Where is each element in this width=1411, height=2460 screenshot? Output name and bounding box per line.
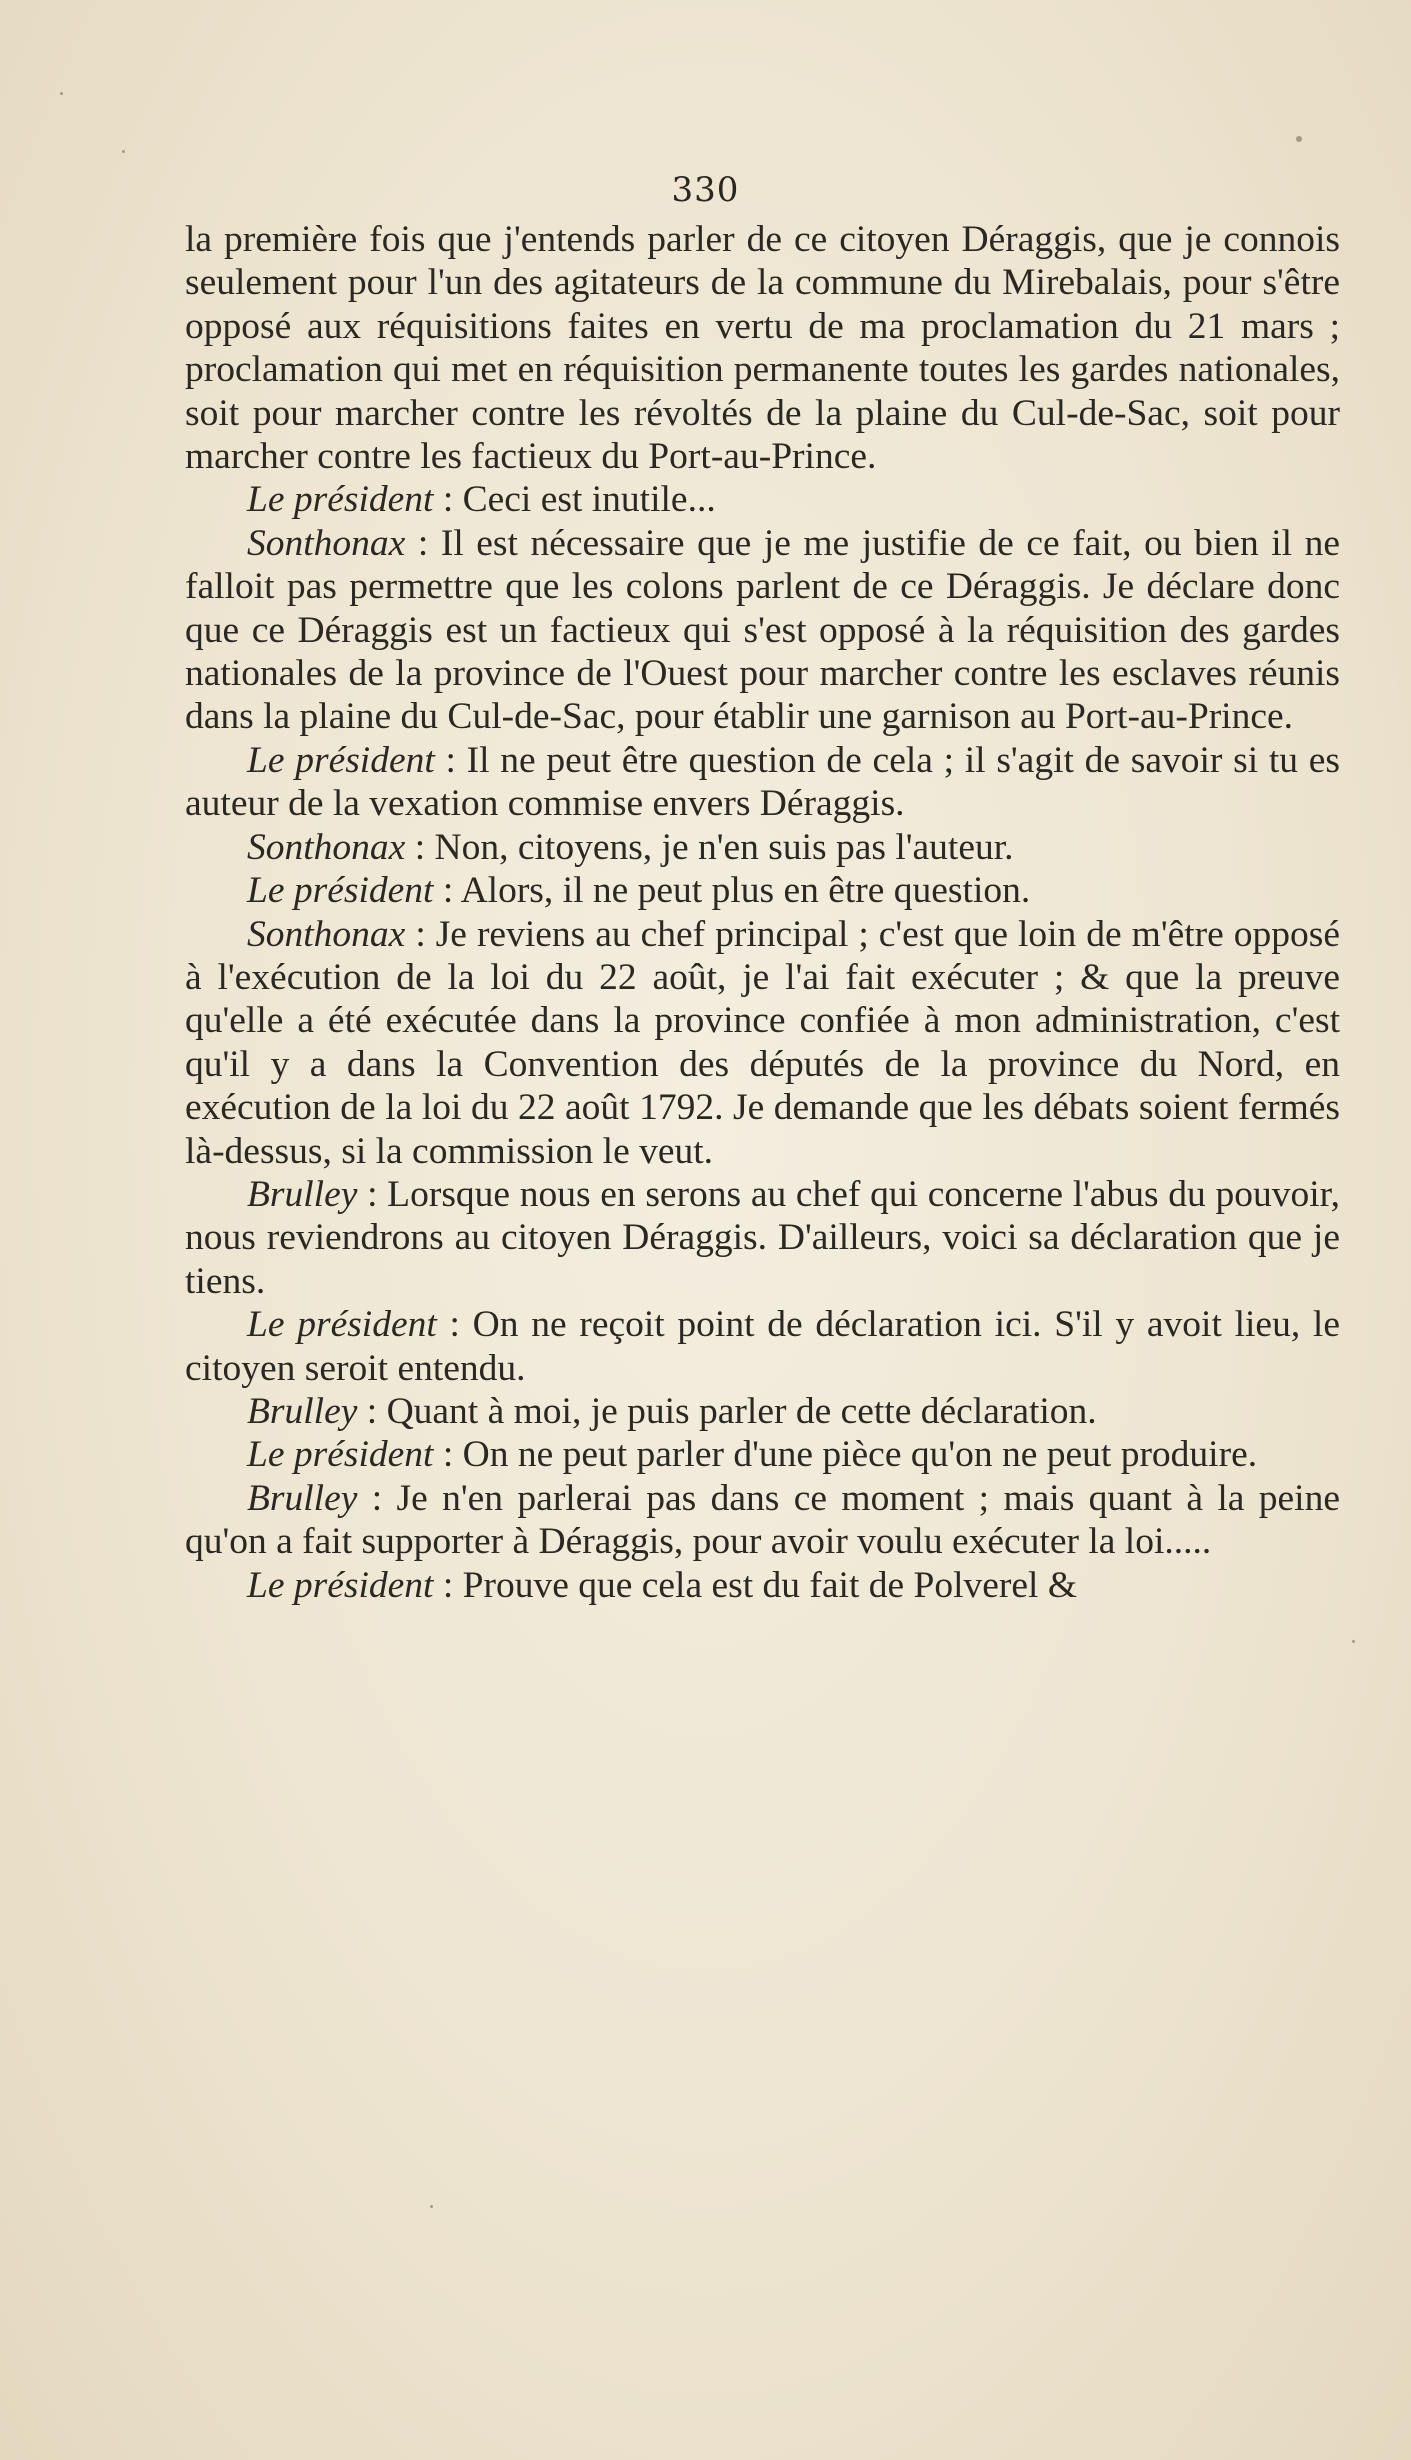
paragraph-text: Ceci est inutile...: [462, 479, 716, 521]
paragraph-text: Il est nécessaire que je me justifie de ce fait, ou bien il ne falloit pas permettre que les colons parlent de ce Déraggis. Je déclare donc que ce Déraggis est un factieux qui s'est opposé à la réquisition des gardes nationales de la province de l'Ouest pour marcher contre les esclaves réunis dans la plaine du Cul-de-Sac, pour établir une garnison au Port-au-Prince.: [185, 522, 1341, 738]
paragraph: [185, 478, 1340, 521]
speaker-name: Sonthonax: [247, 826, 406, 868]
speaker-name: Le président: [247, 870, 434, 912]
paragraph: [185, 1477, 1340, 1564]
paragraph: [185, 522, 1340, 739]
speaker-separator: :: [433, 479, 463, 521]
speaker-separator: :: [436, 1304, 473, 1346]
paragraph: [185, 913, 1340, 1173]
paragraph: [185, 826, 1340, 869]
ink-speck: [60, 92, 63, 95]
speaker-name: Le président: [247, 479, 434, 521]
paragraph-text: Non, citoyens, je n'en suis pas l'auteur.: [434, 826, 1014, 868]
paragraph-text: Lorsque nous en serons au chef qui concerne l'abus du pouvoir, nous reviendrons au citoyen Déraggis. D'ailleurs, voici sa déclaration que je tiens.: [185, 1173, 1340, 1302]
speaker-separator: :: [433, 870, 461, 912]
paragraph-text: Prouve que cela est du fait de Polverel &: [462, 1564, 1078, 1606]
paragraph-text: On ne reçoit point de déclaration ici. S'il y avoit lieu, le citoyen seroit entendu.: [185, 1304, 1340, 1389]
ink-speck: [122, 150, 125, 153]
text-block: [185, 218, 1340, 1607]
speaker-separator: :: [405, 826, 435, 868]
speaker-separator: :: [357, 1173, 388, 1215]
speaker-name: Brulley: [247, 1390, 358, 1432]
paragraph-text: Quant à moi, je puis parler de cette déclaration.: [386, 1390, 1097, 1432]
speaker-separator: :: [433, 1564, 463, 1606]
paragraph: [185, 1564, 1340, 1607]
paragraph-text: Je reviens au chef principal ; c'est que loin de m'être opposé à l'exécution de la loi du 22 août, je l'ai fait exécuter ; & que la preuve qu'elle a été exécutée dans la province confiée à mon administration, c'est qu'il y a dans la Convention des députés de la province du Nord, en exécution de la loi du 22 août 1792. Je demande que les débats soient fermés là-dessus, si la commission le veut.: [185, 913, 1340, 1172]
paragraph: [185, 739, 1340, 826]
speaker-name: Le président: [247, 739, 435, 781]
page-number: 330: [671, 170, 740, 210]
paragraph: [185, 1303, 1340, 1390]
paragraph-text: la première fois que j'entends parler de ce citoyen Déraggis, que je connois seulement pour l'un des agitateurs de la commune du Mirebalais, pour s'être opposé aux réquisitions faites en vertu de ma proclamation du 21 mars ; proclamation qui met en réquisition permanente toutes les gardes nationales, soit pour marcher contre les révoltés de la plaine du Cul-de-Sac, soit pour marcher contre les factieux du Port-au-Prince.: [185, 219, 1340, 478]
paragraph-text: Je n'en parlerai pas dans ce moment ; mais quant à la peine qu'on a fait supporter à Déraggis, pour avoir voulu exécuter la loi.....: [185, 1477, 1340, 1563]
speaker-separator: :: [433, 1434, 463, 1476]
speaker-separator: :: [405, 522, 441, 564]
speaker-separator: :: [434, 739, 467, 781]
speaker-name: Le président: [247, 1564, 434, 1606]
speaker-name: Sonthonax: [247, 913, 406, 955]
speaker-name: Le président: [247, 1434, 434, 1476]
ink-speck: [1296, 136, 1302, 142]
paragraph: [185, 1433, 1340, 1476]
speaker-separator: :: [357, 1390, 387, 1432]
ink-speck: [1352, 1640, 1355, 1643]
speaker-name: Sonthonax: [247, 522, 406, 564]
paragraph-text: Alors, il ne peut plus en être question.: [460, 870, 1031, 912]
speaker-name: Le président: [247, 1304, 437, 1346]
speaker-separator: :: [405, 913, 436, 955]
paragraph: [185, 218, 1340, 478]
paragraph-text: On ne peut parler d'une pièce qu'on ne peut produire.: [462, 1434, 1258, 1476]
speaker-name: Brulley: [247, 1173, 358, 1215]
speaker-separator: :: [357, 1477, 397, 1519]
speaker-name: Brulley: [247, 1477, 358, 1519]
paragraph: [185, 869, 1340, 912]
paragraph: [185, 1390, 1340, 1433]
paragraph: [185, 1173, 1340, 1303]
paragraph-text: Il ne peut être question de cela ; il s'agit de savoir si tu es auteur de la vexation commise envers Déraggis.: [185, 739, 1340, 825]
ink-speck: [430, 2205, 433, 2208]
